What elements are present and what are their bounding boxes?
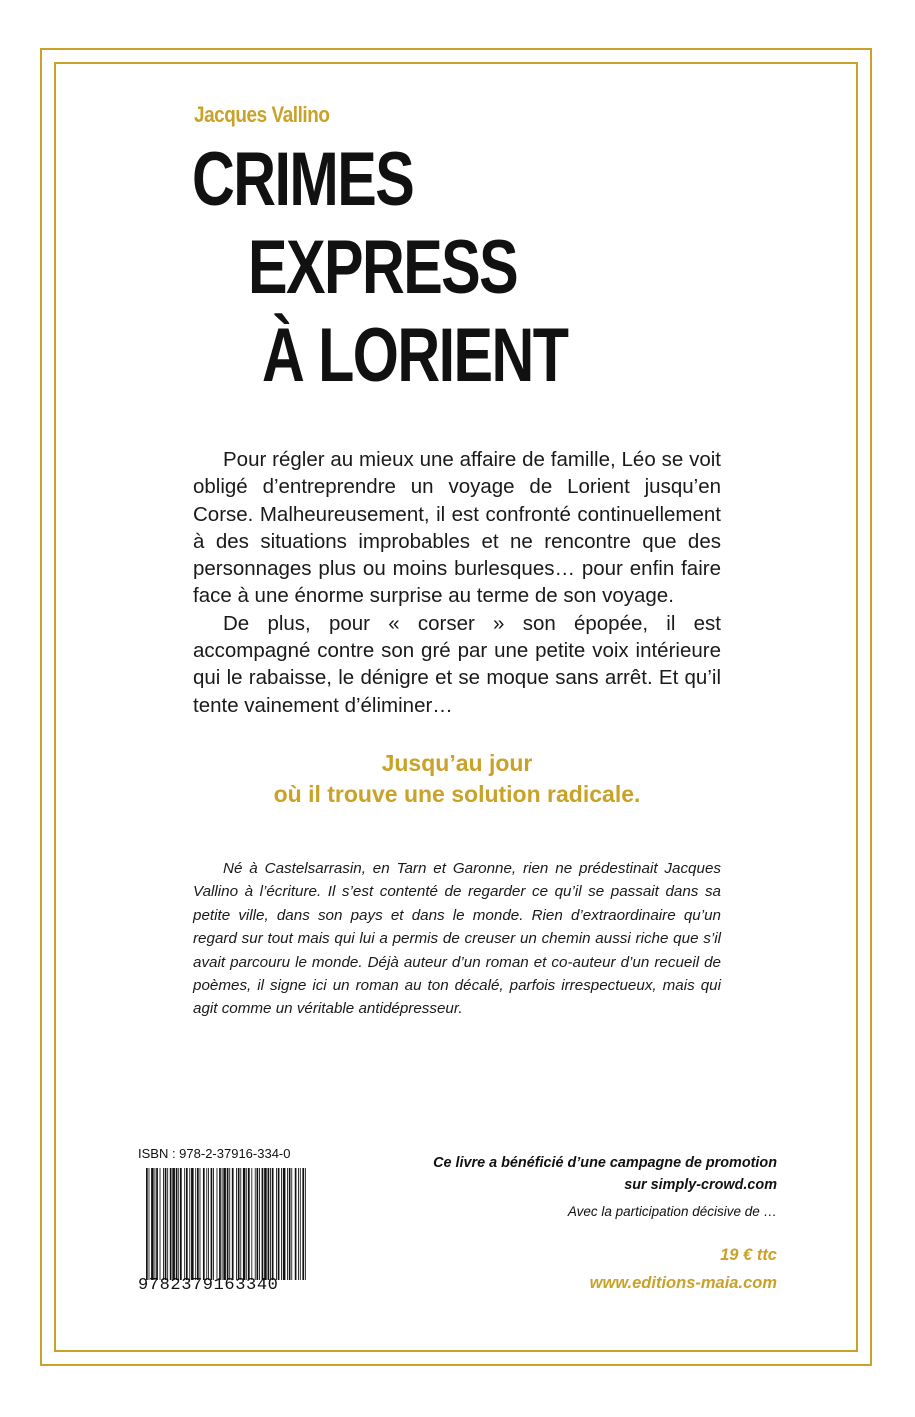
barcode-bar	[243, 1168, 246, 1280]
barcode-bar	[197, 1168, 199, 1280]
title-line-3: À LORIENT	[262, 313, 568, 398]
barcode-bar	[257, 1168, 259, 1280]
barcode-bar	[259, 1168, 260, 1280]
promo-note	[357, 1152, 777, 1196]
barcode-bar	[178, 1168, 179, 1280]
barcode-bar	[170, 1168, 172, 1280]
barcode-bar	[287, 1168, 288, 1280]
barcode-bar	[262, 1168, 264, 1280]
barcode-bar	[172, 1168, 175, 1280]
barcode-bar	[270, 1168, 271, 1280]
barcode-bar	[213, 1168, 214, 1280]
barcode-bar	[248, 1168, 250, 1280]
barcode-bar	[305, 1168, 306, 1280]
barcode-bar	[208, 1168, 209, 1280]
barcode-bar	[217, 1168, 218, 1280]
barcode-bar	[180, 1168, 182, 1280]
barcode-bar	[163, 1168, 164, 1280]
promo-line-1: Ce livre a bénéficié d’une campagne de promotion	[433, 1155, 777, 1171]
participation-note: Avec la participation décisive de …	[567, 1204, 777, 1219]
barcode-bar	[222, 1168, 223, 1280]
barcode-bar	[232, 1168, 234, 1280]
barcode-bar	[191, 1168, 194, 1280]
barcode-bar	[186, 1168, 188, 1280]
barcode-bar	[264, 1168, 267, 1280]
barcode-bar	[272, 1168, 274, 1280]
barcode-bar	[151, 1168, 154, 1280]
barcode-bar	[146, 1168, 148, 1280]
blurb-paragraph-2: De plus, pour « corser » son épopée, il est accompagné contre son gré par une petite voix intérieure qui le rabaisse, le dénigre et se moque sans arrêt. Et qu’il tente vainement d’éliminer…	[193, 611, 721, 717]
tagline-line-1: Jusqu’au jour	[381, 750, 533, 776]
barcode-bar	[223, 1168, 226, 1280]
barcode-bar	[160, 1168, 161, 1280]
title-line-2: EXPRESS	[248, 225, 518, 310]
barcode-bar	[229, 1168, 230, 1280]
isbn-label: ISBN : 978-2-37916-334-0	[138, 1146, 291, 1161]
barcode-bar	[298, 1168, 299, 1280]
barcode-bar	[255, 1168, 256, 1280]
barcode-bar	[189, 1168, 190, 1280]
barcode-bar	[240, 1168, 241, 1280]
barcode-bar	[203, 1168, 205, 1280]
barcode-bar	[281, 1168, 282, 1280]
barcode-bar	[165, 1168, 167, 1280]
barcode-bar	[155, 1168, 156, 1280]
barcode-bar	[200, 1168, 201, 1280]
barcode-bar	[167, 1168, 168, 1280]
author-name: Jacques Vallino	[194, 102, 330, 127]
barcode-bar	[291, 1168, 292, 1280]
barcode-bar	[184, 1168, 185, 1280]
barcode-bar	[195, 1168, 196, 1280]
barcode-bar	[219, 1168, 221, 1280]
tagline-line-2: où il trouve une solution radicale.	[273, 781, 641, 807]
barcode-bar	[276, 1168, 277, 1280]
blurb	[193, 446, 721, 719]
blurb-paragraph-1: Pour régler au mieux une affaire de famille, Léo se voit obligé d’entreprendre un voyage de Lorient jusqu’en Corse. Malheureusement, il est confronté continuellement à des situations improbables et ne rencontre que des personnages plus ou moins burlesques… pour enfin faire face à une énorme surprise au terme de son voyage.	[193, 448, 721, 608]
barcode-bar	[211, 1168, 213, 1280]
barcode-bar	[268, 1168, 270, 1280]
barcode-bar	[156, 1168, 158, 1280]
promo-line-2: sur simply-crowd.com	[624, 1177, 777, 1193]
barcode	[146, 1168, 306, 1280]
barcode-bar	[251, 1168, 252, 1280]
barcode-bar	[289, 1168, 291, 1280]
barcode-bar	[302, 1168, 304, 1280]
barcode-bar	[300, 1168, 301, 1280]
barcode-bar	[238, 1168, 240, 1280]
barcode-bar	[278, 1168, 280, 1280]
barcode-bar	[149, 1168, 150, 1280]
price: 19 € ttc	[720, 1246, 777, 1264]
barcode-bar	[295, 1168, 297, 1280]
barcode-bar	[236, 1168, 237, 1280]
barcode-bar	[283, 1168, 286, 1280]
barcode-bar	[227, 1168, 229, 1280]
barcode-digits: 9782379163340	[138, 1276, 279, 1295]
author-bio: Né à Castelsarrasin, en Tarn et Garonne, rien ne prédestinait Jacques Vallino à l’écriture. Il s’est contenté de regarder ce qu’il se passait dans sa petite ville, dans son pays et dans le monde. Rien d’extraordinaire qu’un regard sur tout mais qui lui a permis de creuser un chemin aussi riche que s’il avait parcouru le monde. Déjà auteur d’un roman et co-auteur d’un recueil de poèmes, il signe ici un roman au ton décalé, parfois irrespectueux, mais qui agit comme un véritable antidépresseur.	[193, 860, 721, 1018]
title-line-1: CRIMES	[192, 137, 414, 222]
tagline	[193, 748, 721, 810]
barcode-bar	[176, 1168, 178, 1280]
barcode-bar	[206, 1168, 207, 1280]
publisher-website: www.editions-maia.com	[589, 1274, 777, 1292]
barcode-bar	[246, 1168, 247, 1280]
